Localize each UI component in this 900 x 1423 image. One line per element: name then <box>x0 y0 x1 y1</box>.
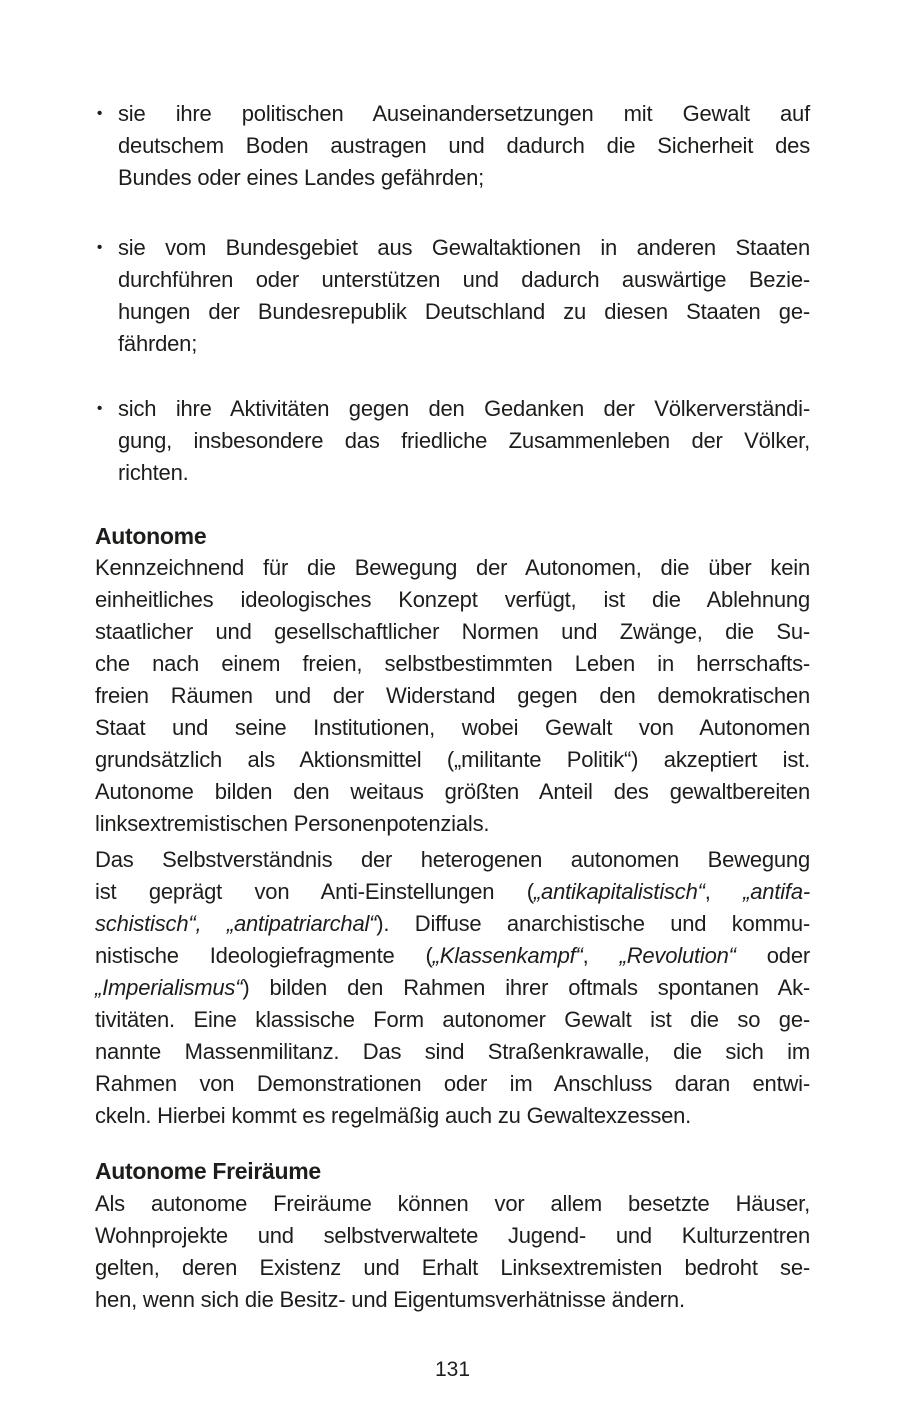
text-line <box>118 130 810 162</box>
text-segment: linksextremistischen Personenpotenzials. <box>95 811 490 836</box>
text-segment: Autonome <box>95 523 207 549</box>
text-line <box>118 264 810 296</box>
text-line <box>95 1220 810 1252</box>
bullet-item <box>95 98 810 194</box>
italic-term: „Klassenkampf“ <box>432 943 583 968</box>
text-segment: , <box>582 943 620 968</box>
section-heading <box>95 1155 810 1187</box>
text-line <box>118 98 810 130</box>
text-segment: nistische Ideologiefragmente ( <box>95 943 433 968</box>
paragraph <box>95 552 810 840</box>
bullet-icon: • <box>97 400 103 417</box>
text-segment: deutschem Boden austragen und dadurch die Sicherheit des <box>118 133 810 158</box>
text-line <box>95 680 810 712</box>
text-segment: , <box>704 879 744 904</box>
text-segment: durchführen oder unterstützen und dadurch auswärtige Bezie- <box>118 267 810 292</box>
text-line <box>95 844 810 876</box>
text-segment: tivitäten. Eine klassische Form autonomer Gewalt ist die so ge- <box>95 1007 810 1032</box>
text-segment: gelten, deren Existenz und Erhalt Linksextremisten bedroht se- <box>95 1255 810 1280</box>
text-line <box>118 232 810 264</box>
bullet-item <box>95 232 810 360</box>
text-segment: gung, insbesondere das friedliche Zusammenleben der Völker, <box>118 428 810 453</box>
text-segment: ). Diffuse anarchistische und kommu- <box>376 911 811 936</box>
italic-term: „Imperialismus“ <box>95 975 243 1000</box>
text-segment: Wohnprojekte und selbstverwaltete Jugend- und Kulturzentren <box>95 1223 810 1248</box>
text-segment: Das Selbstverständnis der heterogenen autonomen Bewegung <box>95 847 810 872</box>
text-line <box>95 648 810 680</box>
text-segment: Autonome bilden den weitaus größten Anteil des gewaltbereiten <box>95 779 810 804</box>
paragraph <box>95 844 810 1132</box>
text-line <box>95 1068 810 1100</box>
text-line <box>95 1284 810 1316</box>
text-line <box>118 328 810 360</box>
text-segment: ckeln. Hierbei kommt es regelmäßig auch zu Gewaltexzessen. <box>95 1103 692 1128</box>
text-line <box>118 393 810 425</box>
text-segment: einheitliches ideologisches Konzept verfügt, ist die Ablehnung <box>95 587 810 612</box>
heading-text <box>95 520 810 552</box>
text-line <box>95 616 810 648</box>
heading-text <box>95 1155 810 1187</box>
italic-term: schistisch“, „antipatriarchal“ <box>95 911 377 936</box>
text-segment: sich ihre Aktivitäten gegen den Gedanken der Völkerverständi- <box>118 396 810 421</box>
text-line <box>95 584 810 616</box>
text-line <box>95 1100 810 1132</box>
text-segment: Rahmen von Demonstrationen oder im Anschluss daran entwi- <box>95 1071 810 1096</box>
text-segment: grundsätzlich als Aktionsmittel („militante Politik“) akzeptiert ist. <box>95 747 810 772</box>
text-segment: fährden; <box>118 331 198 356</box>
text-line <box>95 876 810 908</box>
text-segment: hen, wenn sich die Besitz- und Eigentumsverhätnisse ändern. <box>95 1287 685 1312</box>
text-line <box>95 908 810 940</box>
text-segment: hungen der Bundesrepublik Deutschland zu diesen Staaten ge- <box>118 299 810 324</box>
text-segment: ) bilden den Rahmen ihrer oftmals spontanen Ak- <box>242 975 810 1000</box>
text-segment: Staat und seine Institutionen, wobei Gewalt von Autonomen <box>95 715 810 740</box>
bullet-item <box>95 393 810 489</box>
text-segment: ist geprägt von Anti-Einstellungen ( <box>95 879 534 904</box>
text-segment: nannte Massenmilitanz. Das sind Straßenkrawalle, die sich im <box>95 1039 810 1064</box>
text-line <box>118 162 810 194</box>
bullet-icon: • <box>97 239 103 256</box>
text-segment: che nach einem freien, selbstbestimmten Leben in herrschafts- <box>95 651 810 676</box>
text-segment: sie vom Bundesgebiet aus Gewaltaktionen in anderen Staaten <box>118 235 810 260</box>
text-segment: richten. <box>118 460 189 485</box>
text-line <box>95 776 810 808</box>
text-segment: Bundes oder eines Landes gefährden; <box>118 165 485 190</box>
text-line <box>95 1004 810 1036</box>
section-heading <box>95 520 810 552</box>
text-segment: Autonome Freiräume <box>95 1158 321 1184</box>
text-segment: sie ihre politischen Auseinandersetzungen mit Gewalt auf <box>118 101 810 126</box>
text-line <box>95 972 810 1004</box>
paragraph <box>95 1188 810 1316</box>
text-line <box>95 744 810 776</box>
text-segment: Kennzeichnend für die Bewegung der Autonomen, die über kein <box>95 555 810 580</box>
italic-term: „antikapitalistisch“ <box>533 879 705 904</box>
text-line <box>95 1036 810 1068</box>
text-line <box>118 425 810 457</box>
italic-term: „Revolution“ <box>619 943 736 968</box>
text-line <box>95 808 810 840</box>
page-number: 131 <box>434 1358 471 1381</box>
text-segment: oder <box>735 943 811 968</box>
text-column <box>95 0 810 1423</box>
text-line <box>95 552 810 584</box>
bullet-icon: • <box>97 105 103 122</box>
text-segment: staatlicher und gesellschaftlicher Normen und Zwänge, die Su- <box>95 619 810 644</box>
text-line <box>95 1252 810 1284</box>
italic-term: „antifa- <box>743 879 810 904</box>
text-line <box>95 940 810 972</box>
text-segment: freien Räumen und der Widerstand gegen den demokratischen <box>95 683 810 708</box>
text-segment: Als autonome Freiräume können vor allem besetzte Häuser, <box>95 1191 810 1216</box>
text-line <box>95 1188 810 1220</box>
text-line <box>95 712 810 744</box>
text-line <box>118 296 810 328</box>
text-line <box>118 457 810 489</box>
